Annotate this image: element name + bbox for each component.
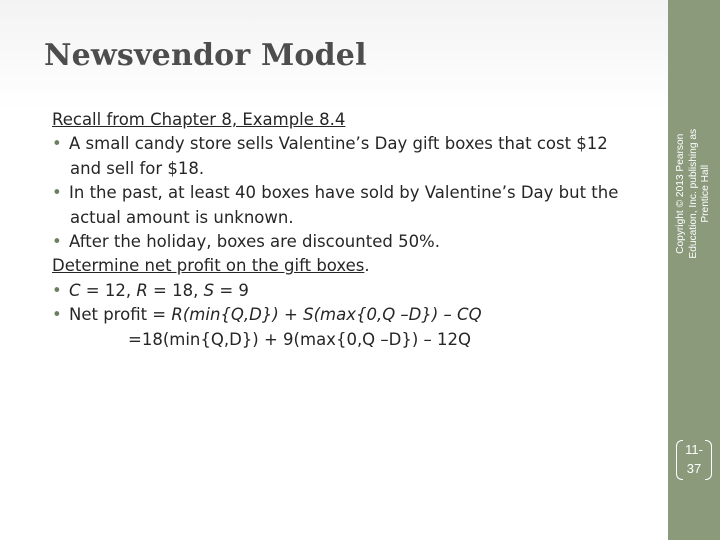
copyright-line: Education, Inc. publishing as	[687, 129, 699, 259]
recall-text: Recall from Chapter 8, Example 8.4	[52, 110, 346, 129]
page-number-badge	[674, 436, 714, 484]
bullet-dot: •	[52, 280, 62, 300]
slide-title: Newsvendor Model	[44, 38, 367, 73]
body-line-recall	[52, 108, 662, 132]
copyright-line: Prentice Hall	[700, 165, 712, 223]
bullet-item	[52, 303, 662, 327]
bullet-text: In the past, at least 40 boxes have sold by Valentine’s Day but the	[69, 183, 619, 203]
bullet-item	[52, 230, 662, 254]
bullet-text: After the holiday, boxes are discounted 50%.	[69, 232, 440, 252]
eq-text: = 18,	[147, 280, 204, 300]
bullet-text: actual amount is unknown.	[70, 207, 294, 227]
bullet-item	[52, 279, 662, 303]
eq-text: = 9	[214, 280, 249, 300]
bullet-text: and sell for $18.	[70, 158, 205, 178]
copyright-notice	[668, 0, 720, 388]
eq-text: = 12,	[80, 280, 137, 300]
var-c: C	[69, 280, 81, 300]
determine-text: Determine net profit on the gift boxes	[52, 256, 365, 276]
bullet-item	[52, 181, 662, 205]
body-line-determine	[52, 254, 662, 278]
var-s: S	[203, 280, 215, 300]
bullet-continuation	[52, 206, 662, 230]
formula-line	[52, 328, 662, 352]
bullet-continuation	[52, 157, 662, 181]
determine-period: .	[364, 256, 370, 276]
net-profit-label: Net profit =	[69, 305, 172, 325]
var-r: R	[136, 280, 148, 300]
bullet-dot: •	[52, 183, 62, 203]
copyright-text	[675, 129, 713, 259]
bullet-dot: •	[52, 232, 62, 252]
formula-text: =18(min{Q,D}) + 9(max{0,Q –D}) – 12Q	[128, 329, 472, 349]
copyright-line: Copyright © 2013 Pearson	[675, 133, 687, 255]
bullet-dot: •	[52, 305, 62, 325]
net-profit-formula: R(min{Q,D}) + S(max{0,Q –D}) – CQ	[171, 305, 482, 325]
slide-body	[52, 108, 662, 352]
bullet-item	[52, 132, 662, 156]
right-bracket-icon	[705, 440, 712, 480]
bullet-text: A small candy store sells Valentine’s Day gift boxes that cost $12	[69, 134, 608, 154]
bullet-dot: •	[52, 134, 62, 154]
page-number: 11- 37	[685, 442, 703, 476]
